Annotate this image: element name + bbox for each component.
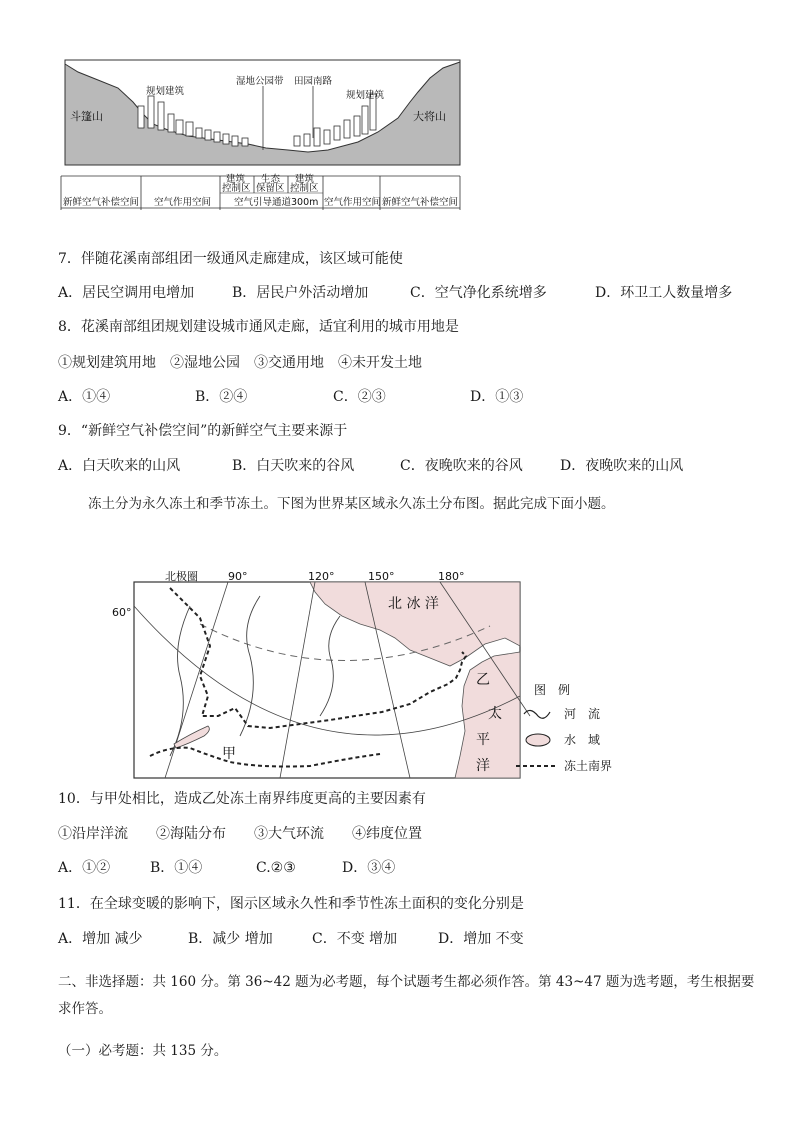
q8-option-b[interactable]: B．②④ (195, 389, 248, 405)
point-yi-label: 乙 (476, 672, 490, 688)
q10-choices: ①沿岸洋流 ②海陆分布 ③大气环流 ④纬度位置 (58, 826, 422, 842)
right-mountain-label: 大将山 (413, 110, 446, 123)
pacific-label-2: 平 (476, 732, 490, 748)
wetland-park-label: 湿地公园带 (236, 76, 284, 87)
q11-option-c[interactable]: C．不变 增加 (312, 931, 398, 947)
zone-air-action-left: 空气作用空间 (154, 197, 212, 208)
legend-water-label: 水 域 (564, 733, 601, 747)
valley-cross-section-figure (58, 58, 468, 218)
permafrost-intro: 冻土分为永久冻土和季节冻土。下图为世界某区域永久冻土分布图。据此完成下面小题。 (88, 496, 615, 512)
planned-building-left-label: 规划建筑 (146, 86, 185, 97)
zone-fresh-air-left: 新鲜空气补偿空间 (63, 197, 140, 208)
zone-air-guide-channel: 空气引导通道300m (234, 197, 319, 208)
q11-stem: 11．在全球变暖的影响下，图示区域永久性和季节性冻土面积的变化分别是 (58, 896, 524, 912)
zone-eco-reserve-line2: 保留区 (256, 183, 285, 194)
q8-option-c[interactable]: C．②③ (333, 389, 386, 405)
zone-fresh-air-right: 新鲜空气补偿空间 (382, 197, 459, 208)
arctic-ocean-label: 北 冰 洋 (388, 596, 439, 612)
q8-stem: 8．花溪南部组团规划建设城市通风走廊，适宜利用的城市用地是 (58, 319, 459, 335)
point-jia-label: 甲 (222, 746, 236, 762)
q11-option-d[interactable]: D．增加 不变 (438, 931, 524, 947)
q7-option-a[interactable]: A．居民空调用电增加 (58, 285, 195, 301)
q9-option-b[interactable]: B．白天吹来的谷风 (232, 458, 355, 474)
zone-building-control-2-line2: 控制区 (290, 183, 319, 194)
road-label: 田园南路 (294, 76, 333, 87)
q8-option-a[interactable]: A．①④ (58, 389, 111, 405)
arctic-circle-label: 北极圈 (165, 570, 198, 583)
q7-stem: 7．伴随花溪南部组团一级通风走廊建成，该区域可能使 (58, 251, 403, 267)
pacific-label-1: 太 (488, 706, 502, 722)
legend-title: 图 例 (534, 683, 571, 697)
zone-building-control-1-line2: 控制区 (222, 183, 251, 194)
legend-water-icon (526, 734, 550, 746)
left-mountain-label: 斗篷山 (70, 110, 103, 123)
lat-60-label: 60° (112, 606, 132, 619)
legend-river-label: 河 流 (564, 707, 601, 721)
q9-option-a[interactable]: A．白天吹来的山风 (58, 458, 181, 474)
lon-180-label: 180° (438, 570, 465, 583)
q11-option-b[interactable]: B．减少 增加 (188, 931, 273, 947)
planned-building-right-label: 规划建筑 (346, 90, 385, 101)
q7-option-c[interactable]: C．空气净化系统增多 (410, 285, 547, 301)
q11-option-a[interactable]: A．增加 减少 (58, 931, 143, 947)
q7-option-d[interactable]: D．环卫工人数量增多 (595, 285, 733, 301)
q10-option-d[interactable]: D．③④ (342, 860, 396, 876)
legend-boundary-label: 冻土南界 (564, 759, 613, 773)
legend-river-icon (524, 710, 550, 718)
q10-option-c[interactable]: C.②③ (256, 860, 296, 876)
lon-90-label: 90° (228, 570, 248, 583)
zone-building-control-1-line1: 建筑 (226, 174, 246, 185)
q9-option-d[interactable]: D．夜晚吹来的山风 (560, 458, 684, 474)
q7-option-b[interactable]: B．居民户外活动增加 (232, 285, 369, 301)
q10-stem: 10．与甲处相比，造成乙处冻土南界纬度更高的主要因素有 (58, 791, 426, 807)
q9-stem: 9．“新鲜空气补偿空间”的新鲜空气主要来源于 (58, 423, 348, 439)
zone-building-control-2-line1: 建筑 (295, 174, 315, 185)
pacific-label-3: 洋 (476, 758, 490, 774)
q8-option-d[interactable]: D．①③ (470, 389, 524, 405)
permafrost-map-figure (110, 566, 630, 784)
section2-subheading: （一）必考题：共 135 分。 (58, 1043, 228, 1059)
section2-heading-line2: 求作答。 (58, 1001, 112, 1017)
q8-choices: ①规划建筑用地 ②湿地公园 ③交通用地 ④未开发土地 (58, 355, 422, 371)
q10-option-b[interactable]: B．①④ (150, 860, 203, 876)
zone-eco-reserve-line1: 生态 (261, 174, 281, 185)
buildings-right (294, 94, 376, 146)
lon-120-label: 120° (308, 570, 335, 583)
zone-air-action-right: 空气作用空间 (324, 197, 382, 208)
q9-option-c[interactable]: C．夜晚吹来的谷风 (400, 458, 523, 474)
lon-150-label: 150° (368, 570, 395, 583)
section2-heading-line1: 二、非选择题：共 160 分。第 36~42 题为必考题，每个试题考生都必须作答。第 43~47 题为选考题，考生根据要 (58, 974, 755, 990)
q10-option-a[interactable]: A．①② (58, 860, 111, 876)
